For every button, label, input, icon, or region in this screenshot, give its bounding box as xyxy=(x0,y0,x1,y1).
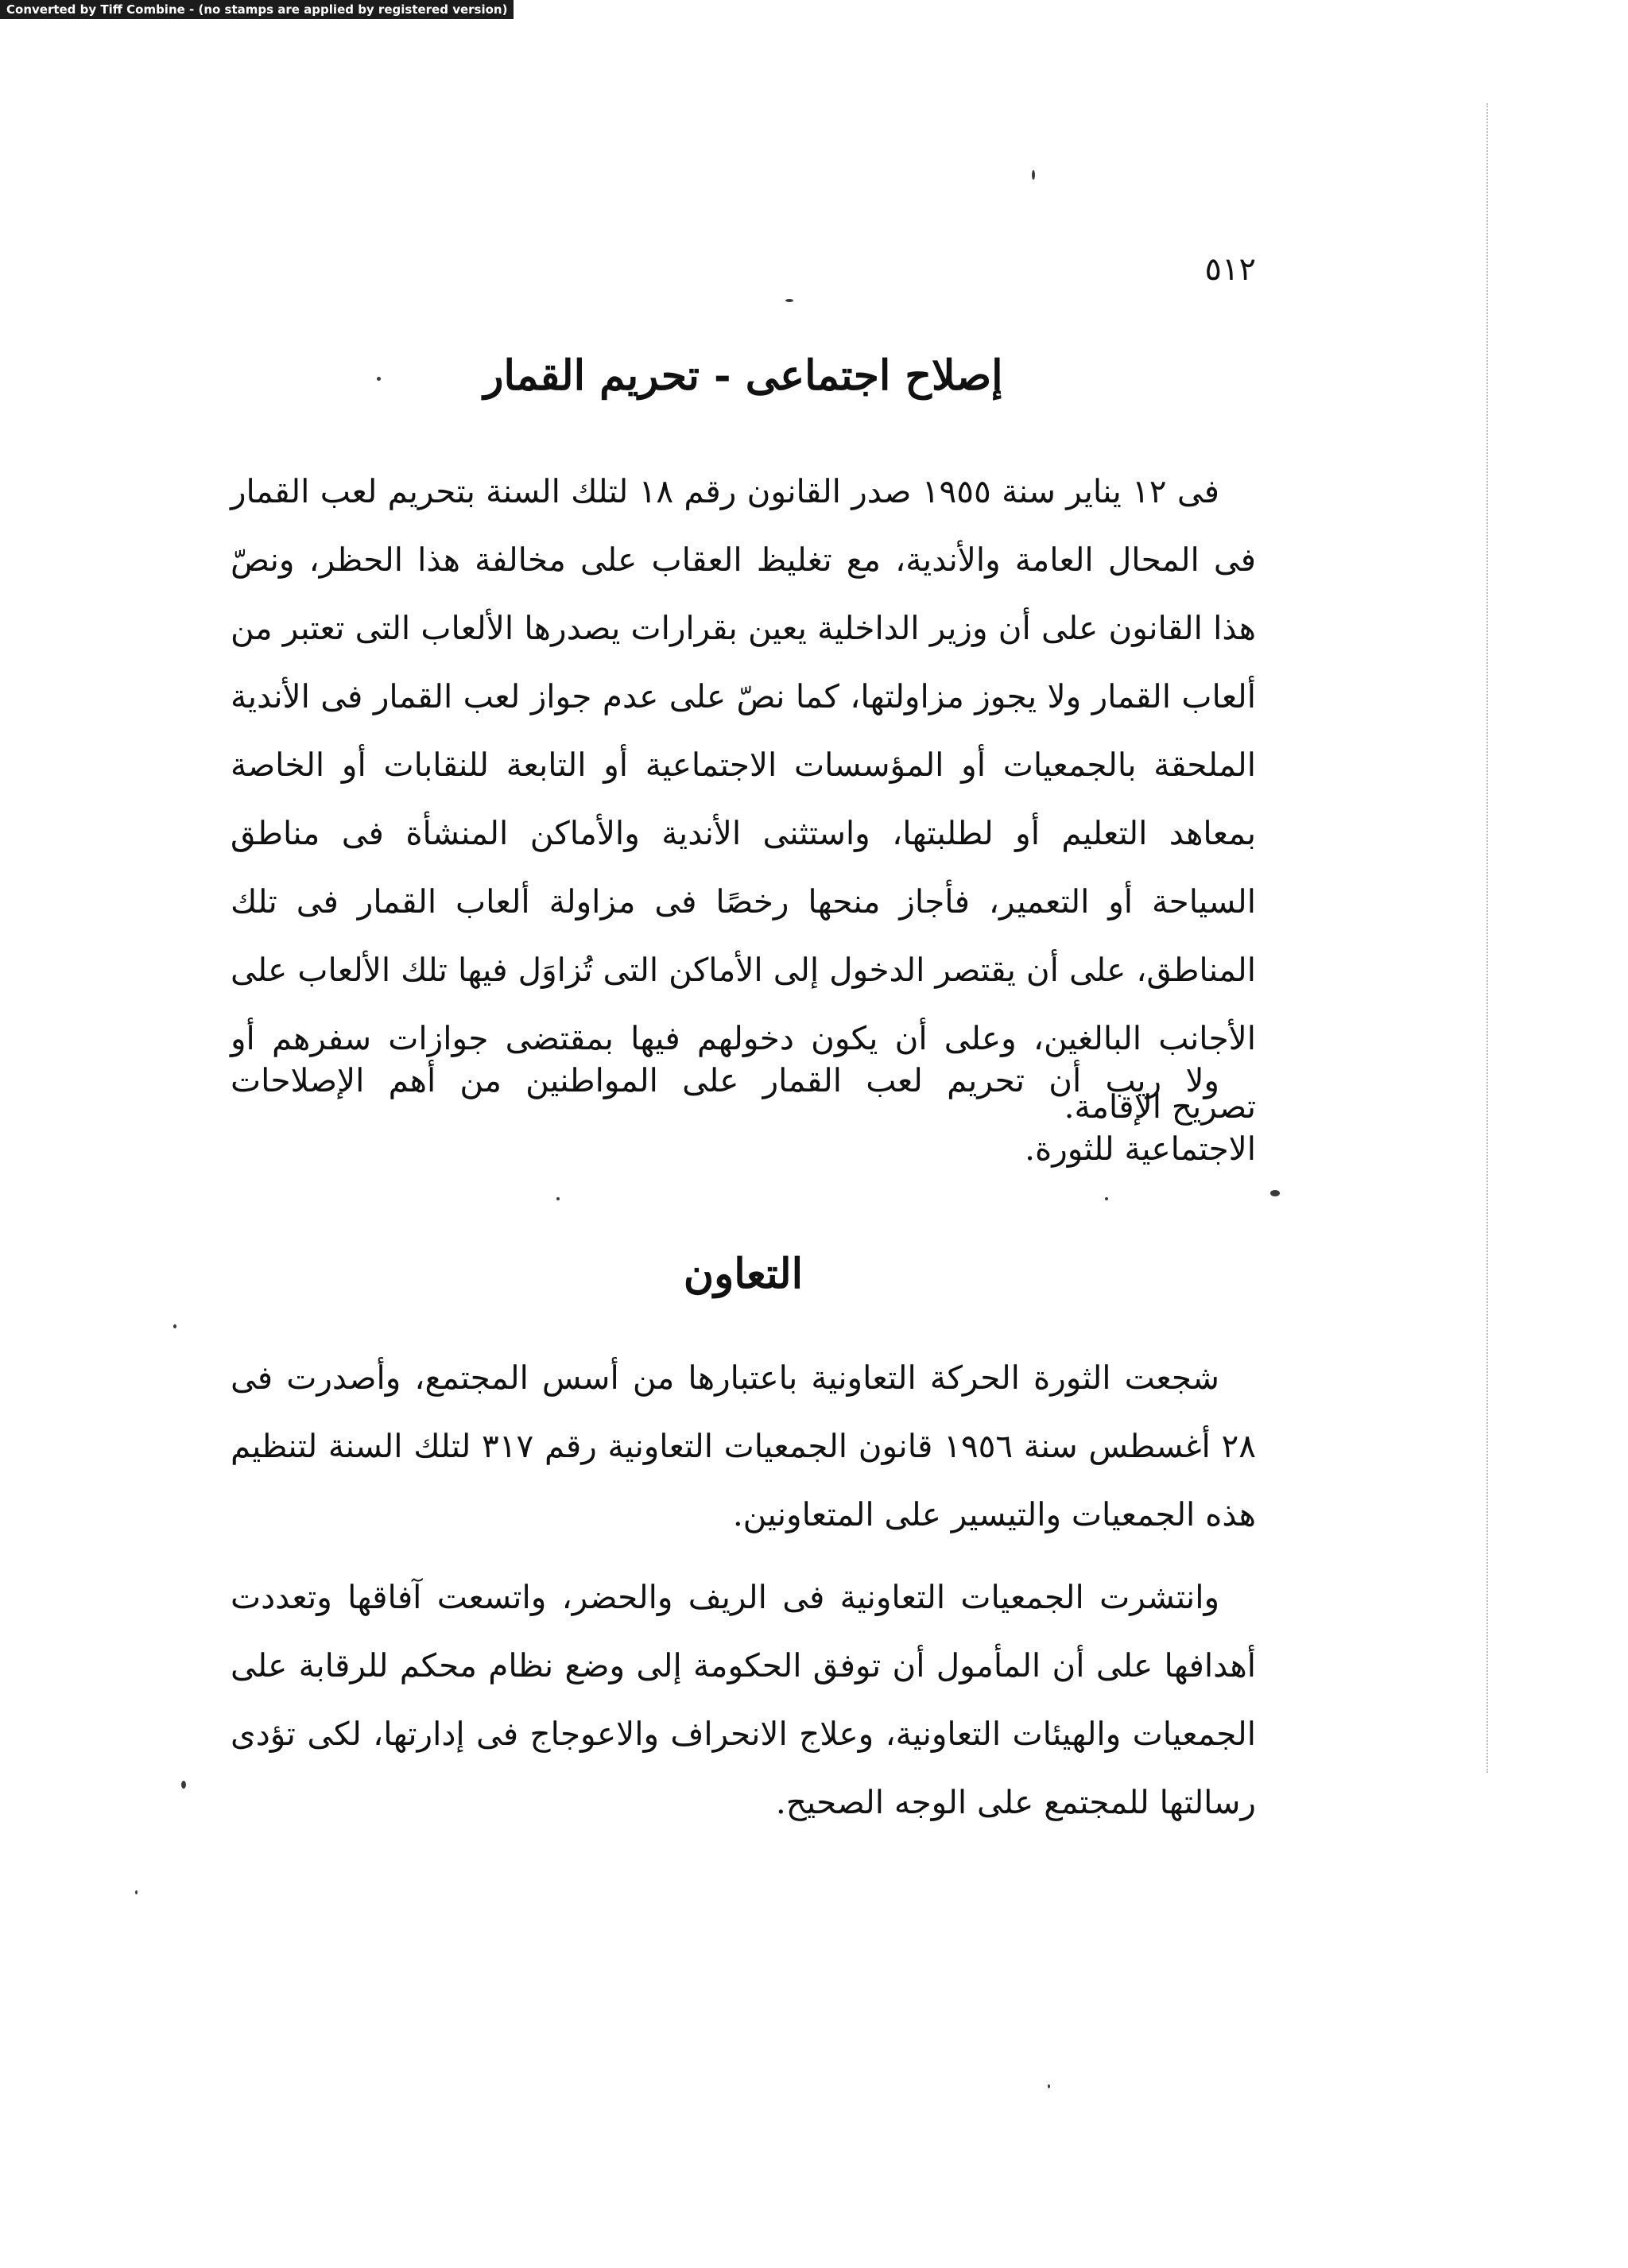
scan-speck xyxy=(135,1890,138,1894)
page-number: ٥١٢ xyxy=(1204,251,1256,288)
scan-edge-noise xyxy=(1487,103,1576,1773)
paragraph: وانتشرت الجمعيات التعاونية فى الريف والحضر، واتسعت آفاقها وتعددت أهدافها على أن المأمول أن توفق الحكومة إلى وضع نظام محكم للرقابة على الجمعيات والهيئات التعاونية، وعلاج الانحراف والاعوجاج فى إدارتها، لكى تؤدى رسالتها للمجتمع على الوجه الصحيح. xyxy=(231,1578,1256,1821)
converter-banner: Converted by Tiff Combine - (no stamps are applied by registered version) xyxy=(0,0,514,19)
section-body-cooperation-second xyxy=(231,1563,1256,1836)
section-body-cooperation xyxy=(231,1343,1256,1549)
scan-speck xyxy=(173,1324,176,1328)
section-heading-cooperation: التعاون xyxy=(683,1250,804,1298)
section-body-gambling-conclusion xyxy=(231,1046,1256,1183)
scan-speck xyxy=(1048,2084,1050,2088)
paragraph: ولا ريب أن تحريم لعب القمار على المواطنين من أهم الإصلاحات الاجتماعية للثورة. xyxy=(231,1061,1256,1168)
scan-speck xyxy=(377,377,381,381)
paragraph: فى ١٢ يناير سنة ١٩٥٥ صدر القانون رقم ١٨ لتلك السنة بتحريم لعب القمار فى المحال العامة والأندية، مع تغليظ العقاب على مخالفة هذا الحظر، ونصّ هذا القانون على أن وزير الداخلية يعين بقرارات يصدرها الألعاب التى تعتبر من ألعاب القمار ولا يجوز مزاولتها، كما نصّ على عدم جواز لعب القمار فى الأندية الملحقة بالجمعيات أو المؤسسات الاجتماعية أو التابعة للنقابات أو الخاصة بمعاهد التعليم أو لطلبتها، واستثنى الأندية والأماكن المنشأة فى مناطق السياحة أو التعمير، فأجاز منحها رخصًا فى مزاولة ألعاب القمار فى تلك المناطق، على أن يقتصر الدخول إلى الأماكن التى تُزاوَل فيها تلك الألعاب على الأجانب البالغين، وعلى أن يكون دخولهم فيها بمقتضى جوازات سفرهم أو تصريح الإقامة. xyxy=(231,472,1256,1126)
scan-speck xyxy=(1270,1190,1280,1196)
section-body-gambling xyxy=(231,457,1256,1141)
scan-speck xyxy=(181,1781,186,1789)
scan-speck xyxy=(1032,170,1035,180)
section-heading-gambling: إصلاح اجتماعى - تحريم القمار xyxy=(483,351,1003,400)
scan-speck xyxy=(556,1197,560,1200)
scan-speck xyxy=(1105,1197,1108,1200)
scan-speck xyxy=(785,299,793,302)
paragraph: شجعت الثورة الحركة التعاونية باعتبارها من أسس المجتمع، وأصدرت فى ٢٨ أغسطس سنة ١٩٥٦ قانون الجمعيات التعاونية رقم ٣١٧ لتلك السنة لتنظيم هذه الجمعيات والتيسير على المتعاونين. xyxy=(231,1359,1256,1533)
